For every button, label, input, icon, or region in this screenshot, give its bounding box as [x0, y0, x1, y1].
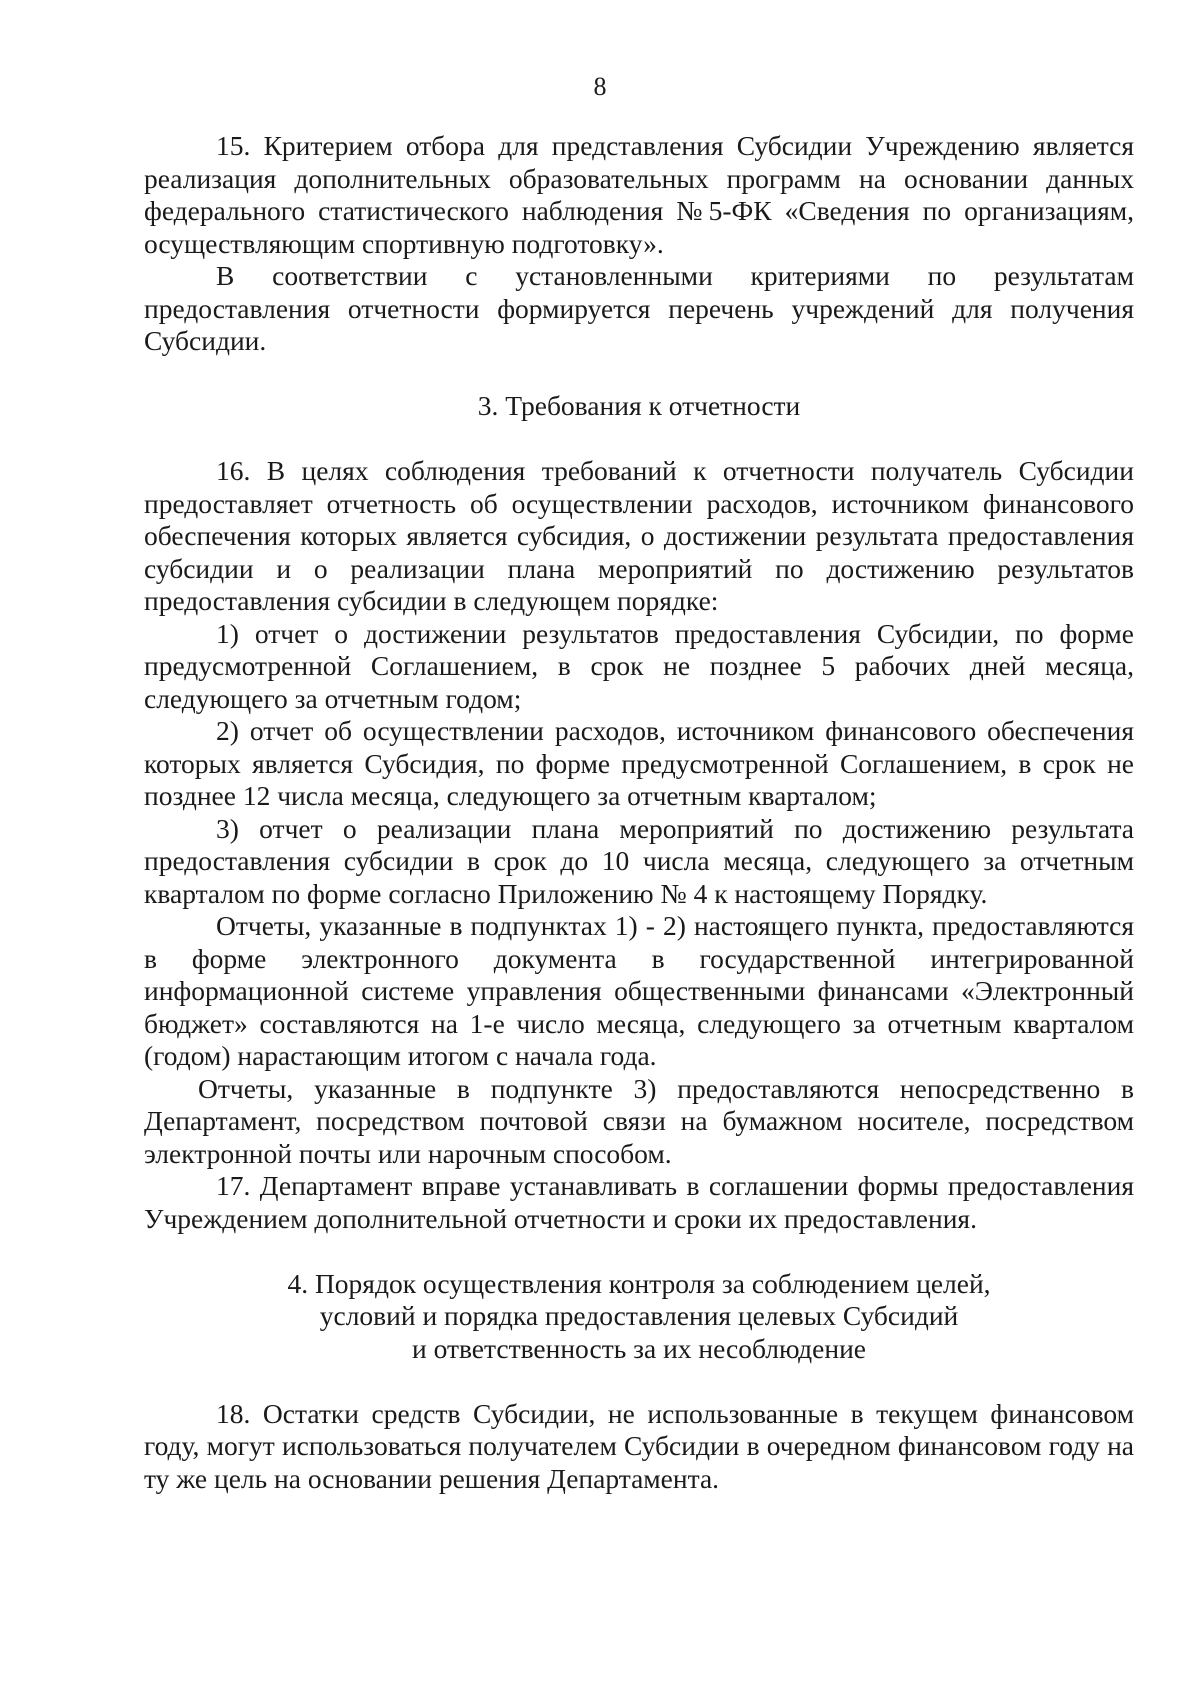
section-4-heading-line-1: 4. Порядок осуществления контроля за соблюдением целей, [287, 1267, 991, 1299]
spacer [144, 1365, 1134, 1398]
paragraph-17: 17. Департамент вправе устанавливать в соглашении формы предоставления Учреждением дополнительной отчетности и сроки их предоставления. [144, 1170, 1134, 1234]
page-number: 8 [593, 72, 607, 101]
spacer [144, 358, 1134, 391]
paragraph-18: 18. Остатки средств Субсидии, не использованные в текущем финансовом году, могут использоваться получателем Субсидии в очередном финансовом году на ту же цель на основании решения Департамента. [144, 1397, 1134, 1494]
document-body [144, 130, 1134, 1495]
spacer [144, 1235, 1134, 1268]
section-4-heading-line-2: условий и порядка предоставления целевых Субсидий [319, 1300, 959, 1331]
paragraph-16-item-2: 2) отчет об осуществлении расходов, источником финансового обеспечения которых является Субсидия, по форме предусмотренной Соглашением, в срок не позднее 12 числа месяца, следующего за отчетным кварталом; [144, 715, 1134, 811]
section-3-heading: 3. Требования к отчетности [477, 390, 801, 421]
section-4-heading-line-3: и ответственность за их несоблюдение [411, 1332, 866, 1364]
paragraph-16-item-1: 1) отчет о достижении результатов предоставления Субсидии, по форме предусмотренной Соглашением, в срок не позднее 5 рабочих дней месяца, следующего за отчетным годом; [144, 617, 1134, 714]
paragraph-16-reports: Отчеты, указанные в подпунктах 1) - 2) настоящего пункта, предоставляются в форме электронного документа в государственной интегрированной информационной системе управления общественными финансами «Электронный бюджет» составляются на 1-е число месяца, следующего за отчетным кварталом (годом) нарастающим итогом с начала года. [144, 910, 1134, 1071]
paragraph-16-reports-item-3: Отчеты, указанные в подпункте 3) предоставляются непосредственно в Департамент, посредством почтовой связи на бумажном носителе, посредством электронной почты или нарочным способом. [144, 1072, 1134, 1169]
paragraph-15-continuation: В соответствии с установленными критериями по результатам предоставления отчетности формируется перечень учреждений для получения Субсидии. [144, 260, 1134, 356]
spacer [144, 423, 1134, 456]
paragraph-16: 16. В целях соблюдения требований к отчетности получатель Субсидии предоставляет отчетность об осуществлении расходов, источником финансового обеспечения которых является субсидия, о достижении результата предоставления субсидии и о реализации плана мероприятий по достижению результатов предоставления субсидии в следующем порядке: [144, 455, 1134, 616]
paragraph-15: 15. Критерием отбора для представления Субсидии Учреждению является реализация дополнительных образовательных программ на основании данных федерального статистического наблюдения №5-ФК «Сведения по организациям, осуществляющим спортивную подготовку». [144, 130, 1134, 259]
paragraph-16-item-3: 3) отчет о реализации плана мероприятий по достижению результата предоставления субсидии в срок до 10 числа месяца, следующего за отчетным кварталом по форме согласно Приложению № 4 к настоящему Порядку. [144, 812, 1134, 909]
